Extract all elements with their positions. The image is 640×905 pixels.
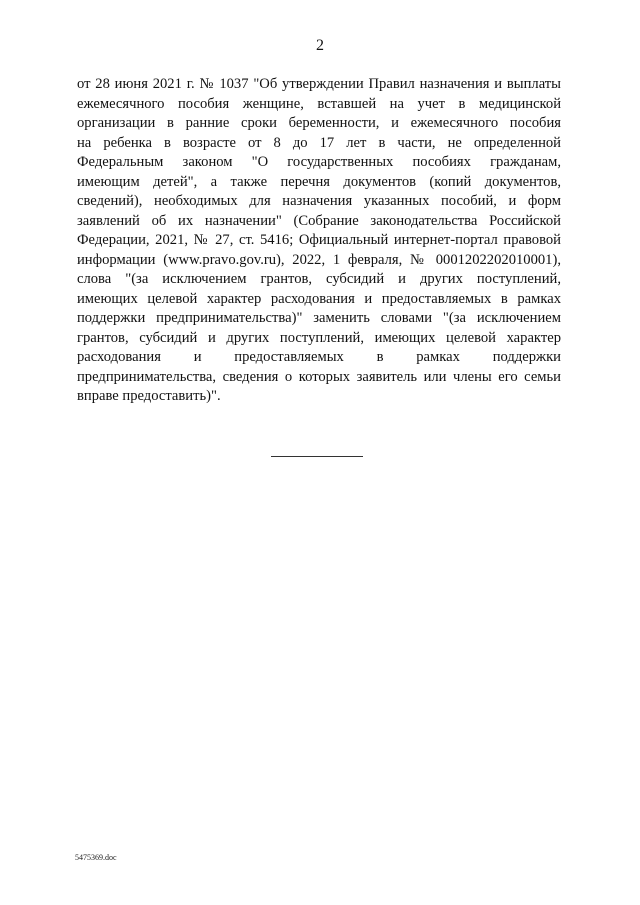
document-body-paragraph	[77, 75, 561, 407]
text-line: Федеральным законом "О государственных пособиях гражданам,	[77, 154, 561, 170]
text-line: ежемесячного пособия женщине, вставшей на учет в медицинской	[77, 95, 561, 112]
text-line: Федерации, 2021, № 27, ст. 5416; Официальный интернет-портал правовой	[77, 232, 561, 248]
text-line: поддержки предпринимательства)" заменить словами "(за исключением	[77, 310, 561, 326]
text-line: сведений), необходимых для назначения указанных пособий, и форм	[77, 193, 561, 209]
text-line: слова "(за исключением грантов, субсидий и других поступлений,	[77, 271, 561, 287]
text-line: расходования и предоставляемых в рамках поддержки	[77, 349, 561, 365]
end-of-text-separator-line	[271, 456, 363, 457]
text-line: на ребенка в возрасте от 8 до 17 лет в части, не определенной	[77, 134, 561, 151]
text-line: имеющим детей", а также перечня документов (копий документов,	[77, 173, 561, 190]
footer-document-id: 5475369.doc	[75, 853, 117, 862]
text-line: от 28 июня 2021 г. № 1037 "Об утверждении Правил назначения и выплаты	[77, 76, 561, 92]
text-line: предпринимательства, сведения о которых заявитель или члены его семьи	[77, 368, 561, 385]
text-line-last: вправе предоставить)".	[77, 388, 221, 404]
text-line: организации в ранние сроки беременности, и ежемесячного пособия	[77, 115, 561, 131]
text-line: информации (www.pravo.gov.ru), 2022, 1 февраля, № 0001202202010001),	[77, 251, 561, 268]
text-line: имеющих целевой характер расходования и предоставляемых в рамках	[77, 290, 561, 307]
page-number: 2	[316, 37, 324, 54]
text-line: грантов, субсидий и других поступлений, имеющих целевой характер	[77, 329, 561, 346]
text-line: заявлений об их назначении" (Собрание законодательства Российской	[77, 212, 561, 229]
